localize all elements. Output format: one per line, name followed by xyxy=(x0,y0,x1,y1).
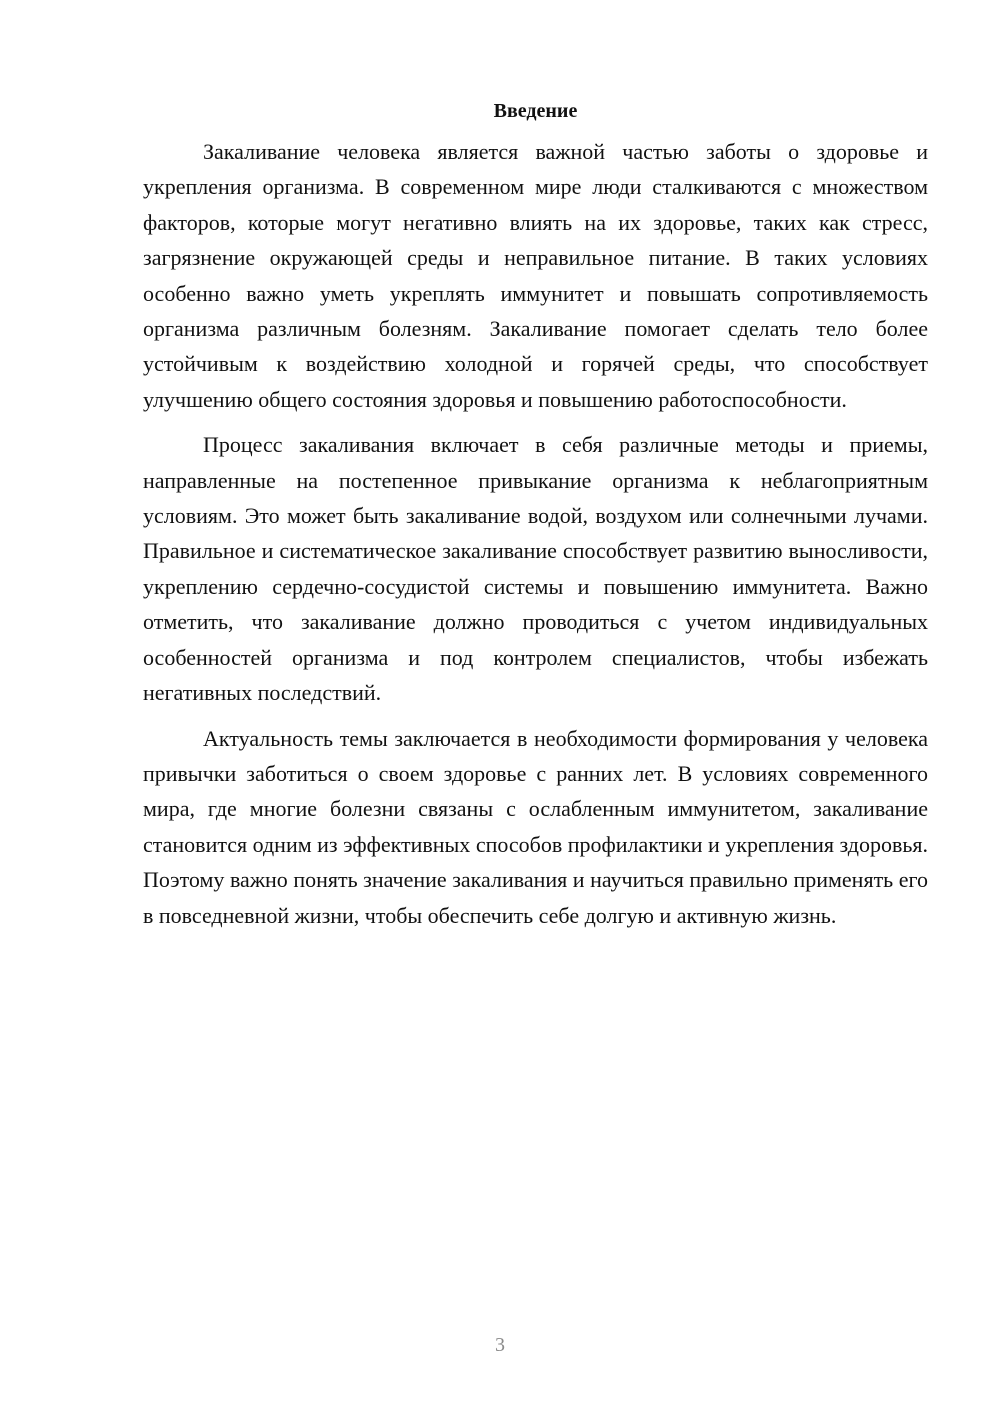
paragraph-process: Процесс закаливания включает в себя различные методы и приемы, направленные на постепенное привыкание организма к неблагоприятным условиям. Это может быть закаливание водой, воздухом или солнечными лучами. Правильное и систематическое закаливание способствует развитию выносливости, укреплению сердечно-сосудистой системы и повышению иммунитета. Важно отметить, что закаливание должно проводиться с учетом индивидуальных особенностей организма и под контролем специалистов, чтобы избежать негативных последствий. xyxy=(143,432,928,706)
paragraph-relevance: Актуальность темы заключается в необходимости формирования у человека привычки заботиться о своем здоровье с ранних лет. В условиях современного мира, где многие болезни связаны с ослабленным иммунитетом, закаливание становится одним из эффективных способов профилактики и укрепления здоровья. Поэтому важно понять значение закаливания и научиться правильно применять его в повседневной жизни, чтобы обеспечить себе долгую и активную жизнь. xyxy=(143,725,928,928)
page-content xyxy=(143,98,928,943)
section-title: Введение xyxy=(493,100,578,122)
paragraph-intro: Закаливание человека является важной частью заботы о здоровье и укрепления организма. В современном мире люди сталкиваются с множеством факторов, которые могут негативно влиять на их здоровье, таких как стресс, загрязнение окружающей среды и неправильное питание. В таких условиях особенно важно уметь укреплять иммунитет и повышать сопротивляемость организма различным болезням. Закаливание помогает сделать тело более устойчивым к воздействию холодной и горячей среды, что способствует улучшению общего состояния здоровья и повышению работоспособности. xyxy=(143,139,928,412)
page-number: 3 xyxy=(495,1334,505,1356)
